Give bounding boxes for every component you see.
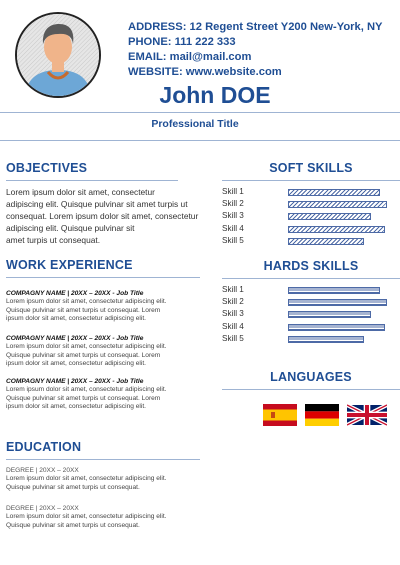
job-line: Quisque pulvinar sit amet turpis ut consequat. Lorem bbox=[6, 394, 161, 402]
skill-level-bar bbox=[288, 226, 385, 233]
email-link[interactable]: EMAIL: mail@mail.com bbox=[128, 51, 252, 63]
germany-flag-icon bbox=[305, 404, 339, 426]
person-name: John DOE bbox=[159, 82, 271, 108]
header-divider-top bbox=[0, 112, 400, 113]
header-divider-bottom bbox=[0, 140, 400, 141]
education-entry bbox=[6, 466, 221, 492]
hard-skills-title: HARDS SKILLS bbox=[263, 259, 359, 273]
education-line: Quisque pulvinar sit amet turpis ut consequat. bbox=[6, 483, 140, 491]
objectives-line: adipiscing elit. Quisque pulvinar sit amet turpis ut bbox=[6, 199, 188, 209]
job-line: Lorem ipsum dolor sit amet, consectetur adipiscing elit. bbox=[6, 343, 167, 350]
education-line: Lorem ipsum dolor sit amet, consectetur adipiscing elit. bbox=[6, 513, 167, 520]
objectives-line: amet turpis ut consequat. bbox=[6, 235, 101, 245]
job-entry bbox=[6, 377, 211, 412]
skill-label: Skill 4 bbox=[222, 223, 244, 233]
education-title: EDUCATION bbox=[6, 440, 82, 454]
degree-heading: DEGREE | 20XX – 20XX bbox=[6, 467, 79, 474]
objectives-divider bbox=[6, 180, 178, 181]
skill-level-bar bbox=[288, 336, 364, 343]
job-line: Quisque pulvinar sit amet turpis ut consequat. Lorem bbox=[6, 351, 161, 359]
uk-flag-icon bbox=[347, 404, 381, 426]
job-heading: COMPAGNY NAME | 20XX – 20XX - Job Title bbox=[6, 290, 144, 297]
job-heading: COMPAGNY NAME | 20XX – 20XX - Job Title bbox=[6, 335, 144, 342]
objectives-title: OBJECTIVES bbox=[6, 161, 88, 175]
skill-level-bar bbox=[288, 324, 385, 331]
soft-skills-divider bbox=[222, 180, 400, 181]
objectives-line: consequat. Lorem ipsum dolor sit amet, consectetur bbox=[6, 211, 199, 221]
degree-heading: DEGREE | 20XX – 20XX bbox=[6, 505, 79, 512]
job-line: ipsum dolor sit amet, consectetur adipiscing elit. bbox=[6, 315, 146, 323]
professional-title: Professional Title bbox=[151, 118, 239, 130]
phone-text: PHONE: 111 222 333 bbox=[128, 36, 236, 48]
skill-label: Skill 4 bbox=[222, 321, 244, 331]
education-divider bbox=[6, 459, 200, 460]
skill-label: Skill 3 bbox=[222, 309, 244, 319]
job-line: ipsum dolor sit amet, consectetur adipiscing elit. bbox=[6, 360, 146, 368]
skill-label: Skill 5 bbox=[222, 235, 244, 245]
skill-level-bar bbox=[288, 238, 364, 245]
skill-label: Skill 3 bbox=[222, 211, 244, 221]
skill-label: Skill 1 bbox=[222, 285, 244, 294]
work-experience-title: WORK EXPERIENCE bbox=[6, 258, 133, 272]
job-line: Lorem ipsum dolor sit amet, consectetur adipiscing elit. bbox=[6, 386, 167, 393]
skill-label: Skill 1 bbox=[222, 187, 244, 196]
skill-level-bar bbox=[288, 189, 380, 196]
objectives-text bbox=[6, 186, 206, 246]
objectives-line: adipiscing elit. Quisque pulvinar sit bbox=[6, 223, 135, 233]
skill-level-bar bbox=[288, 213, 371, 220]
skill-label: Skill 2 bbox=[222, 297, 244, 307]
education-line: Lorem ipsum dolor sit amet, consectetur adipiscing elit. bbox=[6, 475, 167, 482]
job-line: ipsum dolor sit amet, consectetur adipiscing elit. bbox=[6, 403, 146, 411]
person-avatar-icon bbox=[17, 14, 99, 96]
skill-level-bar bbox=[288, 299, 387, 306]
address-text: ADDRESS: 12 Regent Street Y200 New-York, NY bbox=[128, 21, 383, 33]
skill-level-bar bbox=[288, 287, 380, 294]
avatar bbox=[15, 12, 101, 98]
skill-label: Skill 5 bbox=[222, 333, 244, 343]
job-entry bbox=[6, 289, 211, 324]
contact-block bbox=[128, 20, 383, 80]
soft-skills-title: SOFT SKILLS bbox=[269, 161, 353, 175]
job-entry bbox=[6, 334, 211, 369]
job-line: Quisque pulvinar sit amet turpis ut consequat. Lorem bbox=[6, 306, 161, 314]
languages-divider bbox=[222, 389, 400, 390]
objectives-line: Lorem ipsum dolor sit amet, consectetur bbox=[6, 187, 155, 197]
languages-title: LANGUAGES bbox=[270, 370, 352, 384]
spain-flag-icon bbox=[263, 404, 297, 426]
hard-skills-divider bbox=[222, 278, 400, 279]
education-entry bbox=[6, 504, 221, 530]
website-link[interactable]: WEBSITE: www.website.com bbox=[128, 66, 282, 78]
skill-level-bar bbox=[288, 201, 387, 208]
work-experience-divider bbox=[6, 277, 200, 278]
education-line: Quisque pulvinar sit amet turpis ut consequat. bbox=[6, 521, 140, 529]
job-line: Lorem ipsum dolor sit amet, consectetur adipiscing elit. bbox=[6, 298, 167, 305]
job-heading: COMPAGNY NAME | 20XX – 20XX - Job Title bbox=[6, 378, 144, 385]
skill-level-bar bbox=[288, 311, 371, 318]
skill-label: Skill 2 bbox=[222, 199, 244, 209]
